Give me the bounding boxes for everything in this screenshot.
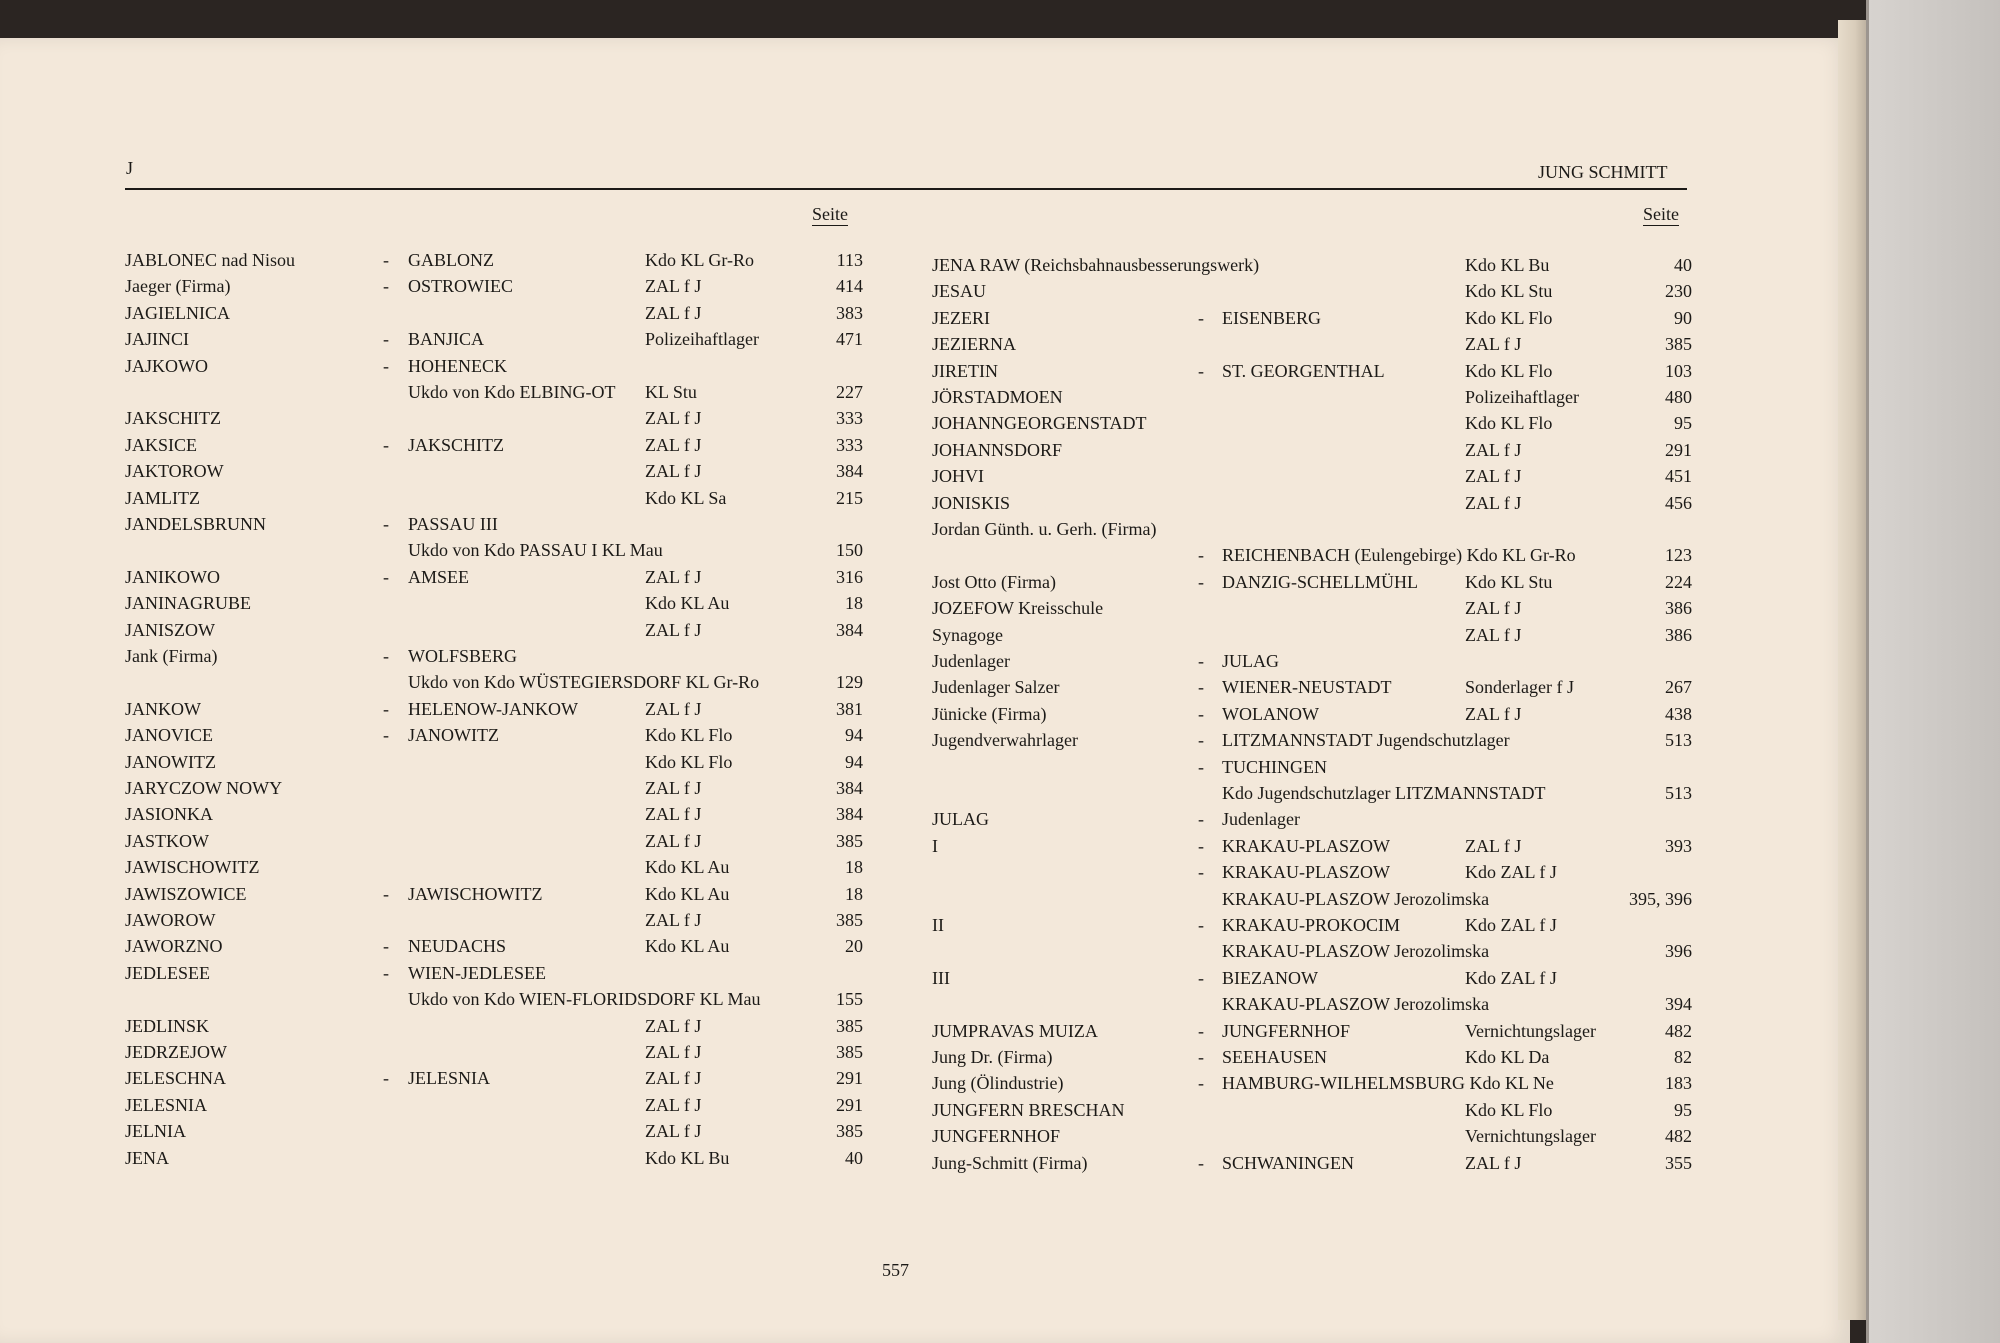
page-number: 557 [882,1260,909,1280]
left-entry-name: JAWORZNO [125,936,223,957]
right-entry-place: HAMBURG-WILHELMSBURG Kdo KL Ne [1222,1073,1554,1094]
right-entry-name: JESAU [932,281,987,302]
right-entry-name: III [932,967,950,988]
left-entry-place: WIEN-JEDLESEE [408,962,546,983]
right-entry-type: Kdo ZAL f J [1465,862,1557,883]
right-entry-name: JOHANNGEORGENSTADT [932,413,1147,434]
left-entry-name: JANOWITZ [125,751,216,772]
left-entry-page: 385 [836,1121,863,1142]
left-entry-type: Kdo KL Au [645,936,730,957]
left-entry-name: JAMLITZ [125,487,200,508]
left-entry-place: AMSEE [408,566,470,587]
left-entry-place: HELENOW-JANKOW [408,698,578,719]
book-cover [1866,0,2000,1343]
right-entry-type: ZAL f J [1465,439,1522,460]
right-entry-page: 482 [1665,1126,1692,1147]
right-entry-name: Jung Dr. (Firma) [932,1047,1053,1067]
left-entry-type: ZAL f J [645,434,702,455]
right-entry-page: 90 [1674,307,1692,328]
right-entry-dash: - [1198,809,1204,830]
left-entry-page: 215 [836,487,863,508]
left-entry-name: JASTKOW [125,830,209,851]
right-entry-name: JOHANNSDORF [932,439,1063,460]
left-entry-place: JANOWITZ [408,725,499,746]
left-entry-name: JAKSCHITZ [125,408,222,429]
right-entry-type: Kdo KL Bu [1465,255,1550,275]
right-entry-place: KRAKAU-PLASZOW Jerozolimska [1222,994,1490,1015]
left-entry-dash: - [383,276,389,297]
left-entry-page: 384 [836,461,863,482]
left-entry-place: JAWISCHOWITZ [408,883,543,904]
right-entry-dash: - [1198,360,1204,381]
right-entry-place: Kdo Jugendschutzlager LITZMANNSTADT [1222,783,1546,803]
right-entry-name: JONISKIS [932,492,1011,513]
right-entry-dash: - [1198,1047,1204,1067]
left-entry-type: ZAL f J [645,619,702,640]
left-entry-name: JANOVICE [125,725,213,746]
left-entry-name: JARYCZOW NOWY [125,778,283,798]
left-entry-type: Kdo KL Flo [645,725,733,746]
right-entry-page: 355 [1665,1152,1692,1173]
left-entry-type: ZAL f J [645,698,702,719]
right-entry-place: WIENER-NEUSTADT [1222,677,1392,698]
left-entry-type: ZAL f J [645,778,702,798]
left-entry-name: JENA [125,1147,169,1168]
left-entry-page: 94 [845,725,863,746]
right-entry-page: 123 [1665,545,1692,566]
left-entry-page: 20 [845,936,863,957]
left-entry-dash: - [383,514,389,534]
left-entry-page: 227 [836,382,863,402]
left-entry-page: 113 [836,250,863,270]
seite-right-label: Seite [1643,204,1679,224]
right-entry-name: JUNGFERNHOF [932,1126,1061,1147]
right-entry-page: 386 [1665,598,1692,619]
left-entry-page: 333 [836,408,863,429]
left-entry-dash: - [383,355,389,376]
right-entry-name: Judenlager Salzer [932,677,1060,698]
left-entry-page: 150 [836,540,863,561]
left-entry-page: 385 [836,830,863,851]
right-entry-dash: - [1198,1020,1204,1041]
right-entry-page: 103 [1665,360,1692,381]
right-entry-place: REICHENBACH (Eulengebirge) Kdo KL Gr-Ro [1222,545,1576,566]
right-entry-name: Jung-Schmitt (Firma) [932,1152,1088,1173]
left-entry-type: ZAL f J [645,1068,702,1089]
right-entry-name: Judenlager [932,651,1010,671]
right-entry-type: Kdo KL Flo [1465,413,1553,434]
right-entry-type: ZAL f J [1465,1152,1522,1173]
right-entry-type: Kdo KL Flo [1465,360,1553,381]
right-entry-page: 230 [1665,281,1692,302]
left-entry-name: JELESNIA [125,1094,207,1115]
right-entry-page: 451 [1665,466,1692,487]
left-entry-type: ZAL f J [645,1042,702,1062]
left-entry-page: 333 [836,434,863,455]
left-entry-place: Ukdo von Kdo WIEN-FLORIDSDORF KL Mau [408,989,761,1010]
left-entry-type: Kdo KL Au [645,593,730,614]
right-entry-name: Jünicke (Firma) [932,703,1047,724]
left-entry-name: JAWISCHOWITZ [125,857,260,878]
left-entry-name: JEDLESEE [125,962,210,983]
left-entry-page: 385 [836,1042,863,1062]
left-entry-type: ZAL f J [645,1015,702,1036]
left-entry-place: JAKSCHITZ [408,434,505,455]
left-entry-page: 385 [836,910,863,930]
header-letter: J [126,158,134,178]
right-entry-page: 456 [1665,492,1692,513]
left-entry-name: JELESCHNA [125,1068,227,1089]
right-entry-place: JUNGFERNHOF [1222,1020,1351,1041]
left-entry-type: ZAL f J [645,566,702,587]
right-entry-dash: - [1198,307,1204,328]
right-entry-page: 82 [1674,1047,1692,1067]
left-entry-page: 291 [836,1094,863,1115]
right-entry-place: JULAG [1222,651,1279,671]
right-entry-type: Kdo KL Stu [1465,571,1553,592]
left-entry-name: JEDLINSK [125,1015,209,1036]
right-entry-type: Sonderlager f J [1465,677,1574,698]
right-entry-place: WOLANOW [1222,703,1319,724]
right-entry-name: JIRETIN [932,360,998,381]
right-entry-name: JOHVI [932,466,984,487]
right-entry-name: Jugendverwahrlager [932,730,1078,751]
right-entry-name: JULAG [932,809,989,830]
left-entry-page: 414 [836,276,863,297]
right-entry-page: 385 [1665,334,1692,355]
left-entry-page: 384 [836,778,863,798]
left-entry-type: ZAL f J [645,1094,702,1115]
right-entry-page: 396 [1665,941,1692,962]
right-entry-dash: - [1198,835,1204,856]
left-entry-place: WOLFSBERG [408,646,518,666]
right-entry-place: SCHWANINGEN [1222,1152,1354,1173]
right-entry-type: Kdo ZAL f J [1465,915,1557,935]
right-entry-place: KRAKAU-PLASZOW [1222,862,1390,883]
left-entry-dash: - [383,1068,389,1089]
left-entry-type: ZAL f J [645,1121,702,1142]
left-entry-name: JELNIA [125,1121,186,1142]
left-entry-name: JAKSICE [125,434,198,455]
right-entry-place: KRAKAU-PROKOCIM [1222,915,1401,935]
left-entry-page: 129 [836,672,863,693]
page-edge [1838,20,1866,1320]
left-entry-type: ZAL f J [645,804,702,825]
right-entry-page: 386 [1665,624,1692,645]
right-entry-dash: - [1198,730,1204,751]
right-entry-dash: - [1198,651,1204,671]
left-entry-dash: - [383,566,389,587]
right-entry-type: ZAL f J [1465,598,1522,619]
left-entry-name: JANIKOWO [125,566,220,587]
right-entry-dash: - [1198,545,1204,566]
left-entry-dash: - [383,250,389,270]
left-entry-type: ZAL f J [645,302,702,323]
right-entry-name: JOZEFOW Kreisschule [932,598,1104,619]
right-entry-place: TUCHINGEN [1222,756,1327,777]
left-entry-dash: - [383,962,389,983]
left-entry-type: Kdo KL Au [645,857,730,878]
left-entry-name: JANDELSBRUNN [125,514,267,534]
left-entry-dash: - [383,329,389,350]
left-entry-dash: - [383,883,389,904]
right-entry-type: ZAL f J [1465,334,1522,355]
right-entry-place: SEEHAUSEN [1222,1047,1328,1067]
left-entry-name: JAJINCI [125,329,190,350]
left-entry-page: 383 [836,302,863,323]
right-entry-type: ZAL f J [1465,466,1522,487]
right-entry-type: Kdo ZAL f J [1465,967,1557,988]
right-entry-place: KRAKAU-PLASZOW Jerozolimska [1222,941,1490,962]
left-entry-type: Kdo KL Gr-Ro [645,250,754,270]
right-entry-dash: - [1198,915,1204,935]
left-entry-name: JEDRZEJOW [125,1042,227,1062]
left-entry-place: OSTROWIEC [408,276,513,297]
right-entry-name: Jordan Günth. u. Gerh. (Firma) [932,519,1157,539]
left-entry-dash: - [383,646,389,666]
right-entry-type: Vernichtungslager [1465,1126,1596,1147]
left-entry-type: Polizeihaftlager [645,329,759,350]
left-entry-place: HOHENECK [408,355,507,376]
left-entry-name: JANINAGRUBE [125,593,251,614]
left-entry-name: JASIONKA [125,804,214,825]
left-entry-name: JANISZOW [125,619,215,640]
left-entry-page: 40 [845,1147,863,1168]
right-entry-page: 95 [1674,1099,1692,1120]
right-entry-page: 40 [1674,255,1692,275]
right-entry-page: 513 [1665,730,1692,751]
right-entry-name: I [932,835,938,856]
seite-left-label: Seite [812,204,848,224]
right-entry-name: JÖRSTADMOEN [932,387,1063,407]
right-entry-name: Jost Otto (Firma) [932,571,1056,592]
left-entry-name: JAWOROW [125,910,216,930]
right-entry-page: 395, 396 [1629,888,1692,909]
right-entry-page: 95 [1674,413,1692,434]
right-entry-place: KRAKAU-PLASZOW Jerozolimska [1222,888,1490,909]
left-entry-page: 385 [836,1015,863,1036]
left-entry-page: 381 [836,698,863,719]
left-entry-type: ZAL f J [645,276,702,297]
right-entry-dash: - [1198,1073,1204,1094]
right-entry-type: ZAL f J [1465,703,1522,724]
right-entry-type: Polizeihaftlager [1465,387,1579,407]
header-range: JUNG SCHMITT [1538,162,1668,182]
left-entry-type: Kdo KL Au [645,883,730,904]
left-entry-name: JAWISZOWICE [125,883,247,904]
left-entry-page: 94 [845,751,863,772]
left-entry-dash: - [383,936,389,957]
right-entry-page: 267 [1665,677,1692,698]
right-entry-place: ST. GEORGENTHAL [1222,360,1385,381]
left-entry-page: 18 [845,593,863,614]
right-entry-page: 183 [1665,1073,1692,1094]
left-entry-type: Kdo KL Sa [645,487,727,508]
left-entry-page: 18 [845,857,863,878]
right-entry-dash: - [1198,571,1204,592]
left-entry-page: 384 [836,619,863,640]
left-entry-place: Ukdo von Kdo WÜSTEGIERSDORF KL Gr-Ro [408,672,760,693]
left-entry-name: Jaeger (Firma) [125,276,231,297]
left-entry-name: JABLONEC nad Nisou [125,250,295,270]
left-entry-page: 384 [836,804,863,825]
right-entry-type: ZAL f J [1465,624,1522,645]
right-entry-page: 438 [1665,703,1692,724]
right-entry-dash: - [1198,756,1204,777]
right-entry-type: Vernichtungslager [1465,1020,1596,1041]
left-entry-type: ZAL f J [645,408,702,429]
left-entry-place: Ukdo von Kdo PASSAU I KL Mau [408,540,663,561]
left-entry-type: Kdo KL Bu [645,1147,730,1168]
right-entry-type: Kdo KL Da [1465,1047,1550,1067]
right-entry-page: 394 [1665,994,1692,1015]
right-entry-type: ZAL f J [1465,492,1522,513]
right-entry-place: KRAKAU-PLASZOW [1222,835,1390,856]
right-entry-dash: - [1198,703,1204,724]
left-entry-name: JAJKOWO [125,355,208,376]
left-entry-type: ZAL f J [645,461,702,482]
right-entry-dash: - [1198,677,1204,698]
header-rule [125,188,1687,190]
right-entry-type: Kdo KL Flo [1465,307,1553,328]
right-entry-page: 480 [1665,387,1692,407]
right-entry-type: ZAL f J [1465,835,1522,856]
left-entry-type: KL Stu [645,382,697,402]
left-entry-type: ZAL f J [645,910,702,930]
left-entry-name: JANKOW [125,698,201,719]
left-entry-place: Ukdo von Kdo ELBING-OT [408,382,616,402]
left-entry-place: PASSAU III [408,514,498,534]
right-entry-place: LITZMANNSTADT Jugendschutzlager [1222,730,1510,751]
left-entry-page: 155 [836,989,863,1010]
left-entry-name: Jank (Firma) [125,646,218,666]
right-entry-dash: - [1198,1152,1204,1173]
right-entry-place: Judenlager [1222,809,1300,830]
left-entry-page: 316 [836,566,863,587]
left-entry-dash: - [383,725,389,746]
left-entry-dash: - [383,698,389,719]
left-entry-place: GABLONZ [408,250,494,270]
right-entry-name: Synagoge [932,624,1003,645]
left-entry-type: Kdo KL Flo [645,751,733,772]
left-entry-dash: - [383,434,389,455]
right-entry-place: EISENBERG [1222,307,1321,328]
right-entry-page: 482 [1665,1020,1692,1041]
right-entry-type: Kdo KL Stu [1465,281,1553,302]
right-entry-page: 513 [1665,783,1692,803]
right-entry-type: Kdo KL Flo [1465,1099,1553,1120]
right-entry-name: JUNGFERN BRESCHAN [932,1099,1125,1120]
left-entry-page: 471 [836,329,863,350]
right-entry-name: JEZERI [932,307,990,328]
left-entry-type: ZAL f J [645,830,702,851]
right-entry-page: 393 [1665,835,1692,856]
left-entry-name: JAKTOROW [125,461,224,482]
left-entry-place: JELESNIA [408,1068,490,1089]
right-entry-place: BIEZANOW [1222,967,1318,988]
left-entry-page: 291 [836,1068,863,1089]
left-entry-place: NEUDACHS [408,936,507,957]
left-entry-page: 18 [845,883,863,904]
right-entry-name: Jung (Ölindustrie) [932,1073,1064,1094]
right-entry-page: 291 [1665,439,1692,460]
left-entry-name: JAGIELNICA [125,302,230,323]
right-entry-page: 224 [1665,571,1692,592]
right-entry-name: II [932,915,944,935]
right-entry-dash: - [1198,862,1204,883]
right-entry-place: DANZIG-SCHELLMÜHL [1222,571,1418,592]
left-entry-place: BANJICA [408,329,485,350]
right-entry-name: JUMPRAVAS MUIZA [932,1020,1098,1041]
right-entry-name: JEZIERNA [932,334,1016,355]
right-entry-name: JENA RAW (Reichsbahnausbesserungswerk) [932,255,1260,275]
right-entry-dash: - [1198,967,1204,988]
